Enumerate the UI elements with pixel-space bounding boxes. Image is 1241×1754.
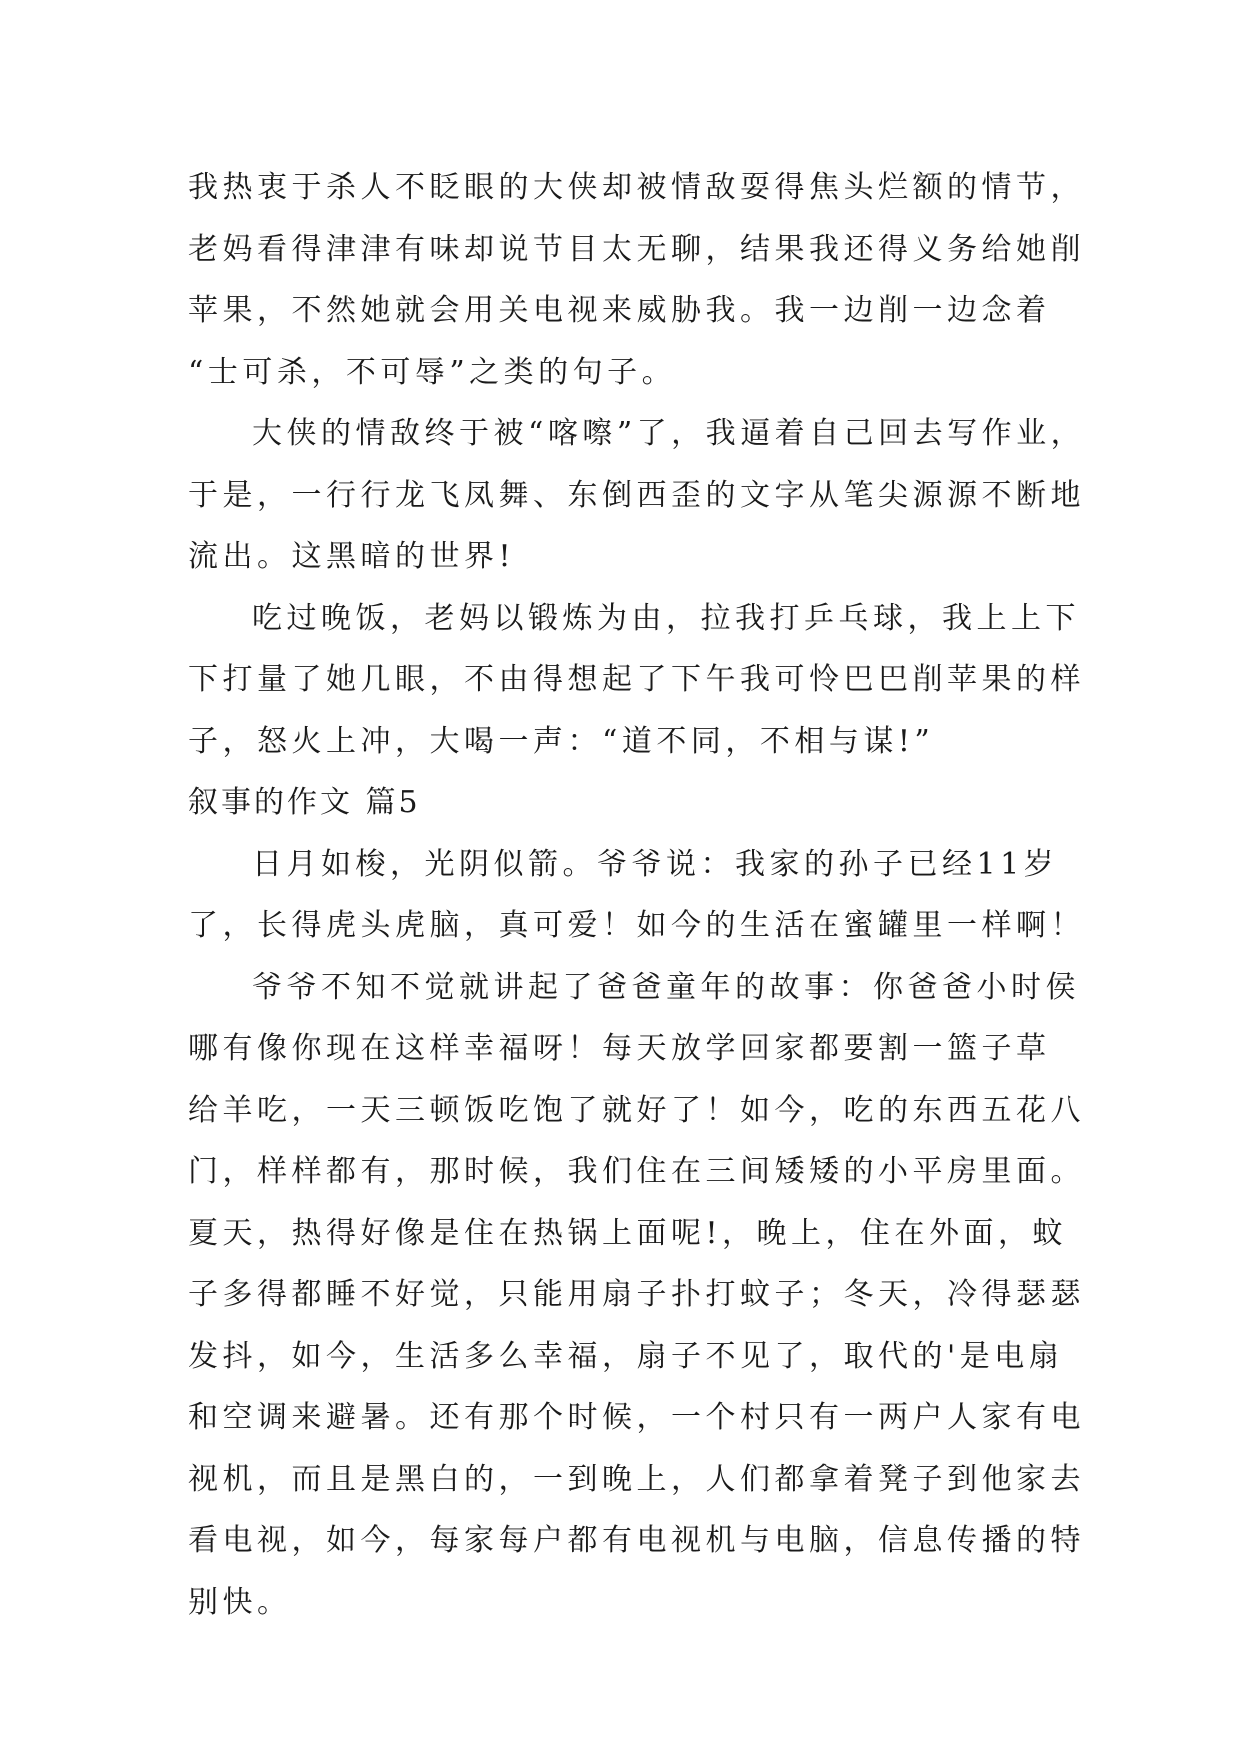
text-line: 门，样样都有，那时候，我们住在三间矮矮的小平房里面。: [188, 1154, 1085, 1189]
text-line: 和空调来避暑。还有那个时候，一个村只有一两户人家有电: [188, 1400, 1085, 1435]
paragraph-first-line: 日月如梭，光阴似箭。爷爷说：我家的孙子已经11岁: [252, 846, 1059, 882]
text-line: 我热衷于杀人不眨眼的大侠却被情敌耍得焦头烂额的情节，: [188, 170, 1085, 205]
paragraph-first-line: 大侠的情敌终于被“喀嚓”了，我逼着自己回去写作业，: [252, 416, 1086, 451]
text-line: 子多得都睡不好觉，只能用扇子扑打蚊子；冬天，冷得瑟瑟: [188, 1277, 1085, 1312]
text-line: 发抖，如今，生活多么幸福，扇子不见了，取代的'是电扇: [188, 1338, 1064, 1374]
text-line: 给羊吃，一天三顿饭吃饱了就好了！如今，吃的东西五花八: [188, 1092, 1085, 1128]
text-line: 于是，一行行龙飞凤舞、东倒西歪的文字从笔尖源源不断地: [188, 477, 1085, 513]
text-line: 别快。: [188, 1584, 292, 1620]
paragraph-first-line: 爷爷不知不觉就讲起了爸爸童年的故事：你爸爸小时侯: [252, 969, 1080, 1005]
text-line: “士可杀，不可辱”之类的句子。: [188, 354, 677, 390]
section-heading: 叙事的作文 篇5: [188, 785, 421, 820]
text-line: 夏天，热得好像是住在热锅上面呢!，晚上，住在外面，蚊: [188, 1215, 1068, 1251]
text-line: 老妈看得津津有味却说节目太无聊，结果我还得义务给她削: [188, 231, 1085, 267]
text-line: 了，长得虎头虎脑，真可爱！如今的生活在蜜罐里一样啊！: [188, 908, 1085, 943]
text-line: 下打量了她几眼，不由得想起了下午我可怜巴巴削苹果的样: [188, 662, 1085, 697]
text-line: 流出。这黑暗的世界!: [188, 539, 516, 574]
text-line: 苹果，不然她就会用关电视来威胁我。我一边削一边念着: [188, 293, 1051, 328]
text-line: 子，怒火上冲，大喝一声：“道不同，不相与谋!”: [188, 723, 935, 759]
text-line: 哪有像你现在这样幸福呀！每天放学回家都要割一篮子草: [188, 1031, 1051, 1066]
text-line: 看电视，如今，每家每户都有电视机与电脑，信息传播的特: [188, 1523, 1085, 1558]
text-line: 视机，而且是黑白的，一到晚上，人们都拿着凳子到他家去: [188, 1461, 1085, 1497]
paragraph-first-line: 吃过晚饭，老妈以锻炼为由，拉我打乒乓球，我上上下: [252, 600, 1080, 636]
essay-text: [188, 157, 1086, 1633]
